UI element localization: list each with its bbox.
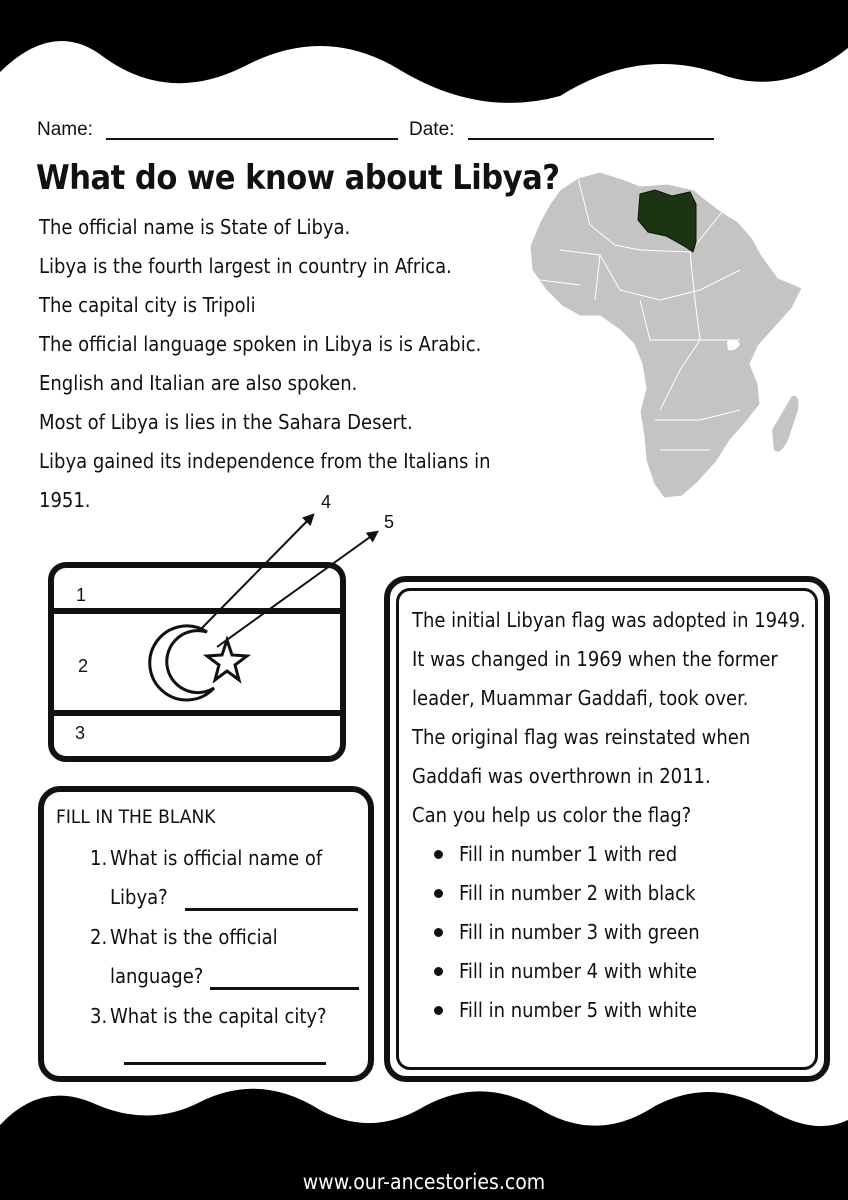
flag-info-line: It was changed in 1969 when the former [412,647,778,671]
flag-info-text [412,601,806,835]
africa-map [520,160,810,505]
question-2-text: What is the official [110,925,278,949]
arrow-label-4: 4 [321,492,332,512]
bullet-icon [434,1006,443,1015]
flag-info-line: Can you help us color the flag? [412,803,692,827]
arrow-label-5: 5 [384,512,395,532]
instruction-text: Fill in number 2 with black [459,881,696,905]
answer-line-2[interactable] [210,987,359,990]
instruction-text: Fill in number 4 with white [459,959,697,983]
question-number-3: 3. [90,1004,108,1028]
page-title: What do we know about Libya? [36,158,560,198]
coloring-instructions [434,835,700,1030]
flag-info-box [384,576,830,1082]
list-item [434,991,700,1030]
top-cloud-border [0,0,848,110]
question-number-1: 1. [90,846,108,870]
flag-info-line: Gaddafi was overthrown in 2011. [412,764,711,788]
flag-info-line: leader, Muammar Gaddafi, took over. [412,686,749,710]
facts-list [39,208,491,520]
fill-blank-box [38,786,374,1082]
fact-line: The capital city is Tripoli [39,293,256,317]
list-item [434,913,700,952]
instruction-text: Fill in number 1 with red [459,842,678,866]
fact-line: 1951. [39,488,91,512]
flag-info-line: The initial Libyan flag was adopted in 1949. [412,608,806,632]
question-number-2: 2. [90,925,108,949]
date-label: Date: [409,119,455,140]
question-1-text-cont: Libya? [110,885,168,909]
crescent-icon [150,626,214,700]
list-item [434,952,700,991]
instruction-text: Fill in number 3 with green [459,920,700,944]
question-2-text-cont: language? [110,964,204,988]
question-3-text: What is the capital city? [110,1004,327,1028]
name-label: Name: [37,119,93,140]
bullet-icon [434,850,443,859]
fact-line: The official language spoken in Libya is is Arabic. [39,332,482,356]
question-1-text: What is official name of [110,846,323,870]
answer-line-1[interactable] [185,908,358,911]
madagascar [772,396,798,452]
fact-line: Libya is the fourth largest in country in Africa. [39,254,452,278]
fill-blank-heading: FILL IN THE BLANK [56,806,216,828]
fact-line: The official name is State of Libya. [39,215,351,239]
fact-line: English and Italian are also spoken. [39,371,358,395]
answer-line-3[interactable] [124,1062,326,1065]
bullet-icon [434,967,443,976]
date-field-line[interactable] [468,138,714,140]
bullet-icon [434,889,443,898]
footer-url[interactable]: www.our-ancestories.com [302,1170,546,1194]
stripe-label-3: 3 [75,723,86,743]
instruction-text: Fill in number 5 with white [459,998,697,1022]
fact-line: Libya gained its independence from the Italians in [39,449,491,473]
fact-line: Most of Libya is lies in the Sahara Desert. [39,410,413,434]
arrow-4 [200,515,313,630]
star-icon [207,640,247,680]
stripe-label-2: 2 [78,656,89,676]
list-item [434,835,700,874]
flag-info-line: The original flag was reinstated when [412,725,751,749]
list-item [434,874,700,913]
stripe-label-1: 1 [76,585,87,605]
name-field-line[interactable] [106,138,398,140]
bullet-icon [434,928,443,937]
